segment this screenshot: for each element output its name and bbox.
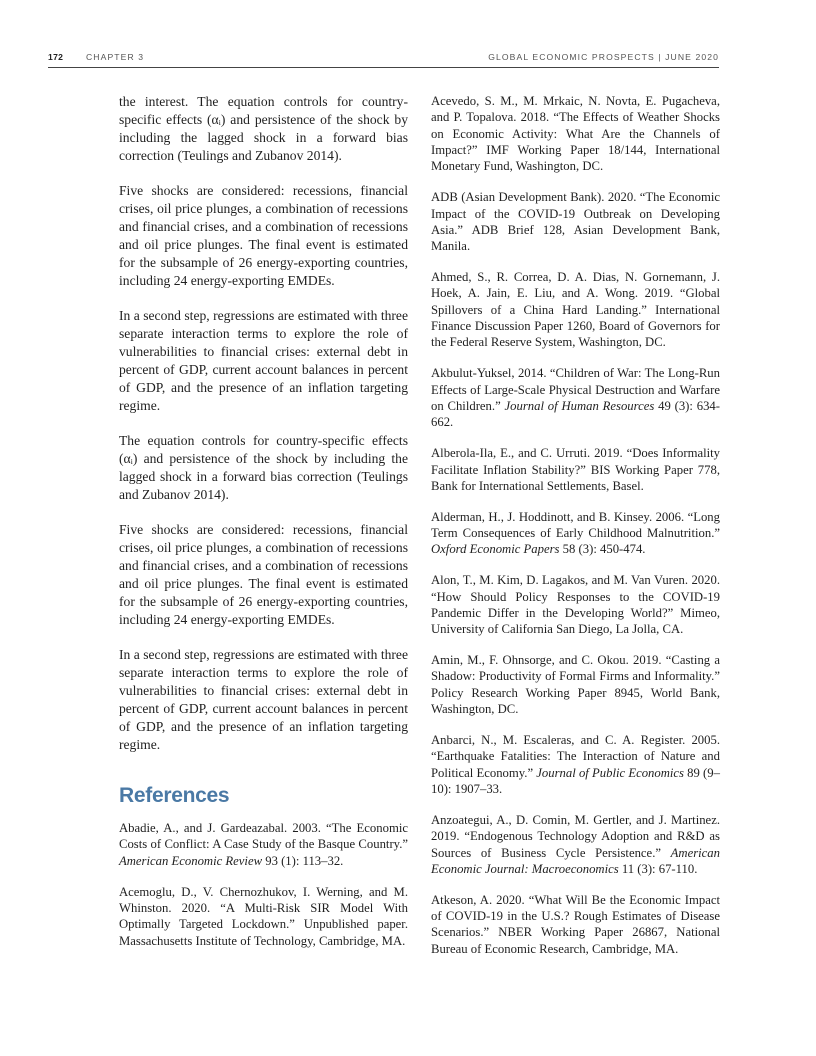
reference-entry: Acemoglu, D., V. Chernozhukov, I. Werning, and M. Whinston. 2020. “A Multi-Risk SIR Model With Optimally Targeted Lockdown.” Unpublished paper. Massachusetts Institute of Technology, Cambridge, MA.	[119, 884, 408, 948]
reference-entry: Anzoategui, A., D. Comin, M. Gertler, and J. Martinez. 2019. “Endogenous Technology Adoption and R&D as Sources of Business Cycle Persistence.” American Economic Journal: Macroeconomics 11 (3): 67-110.	[431, 812, 720, 876]
reference-entry: Ahmed, S., R. Correa, D. A. Dias, N. Gornemann, J. Hoek, A. Jain, E. Liu, and A. Wong. 2019. “Global Spillovers of a China Hard Landing.” International Finance Discussion Paper 1260, Board of Governors for the Federal Reserve System, Washington, DC.	[431, 270, 720, 350]
body-paragraph: Five shocks are considered: recessions, financial crises, oil price plunges, a combination of recessions and financial crises, and a combination of recessions and oil price plunges. The final event is estimated for the subsample of 26 energy-exporting countries, including 24 energy-exporting EMDEs.	[119, 522, 408, 627]
reference-entry: Akbulut-Yuksel, 2014. “Children of War: The Long-Run Effects of Large-Scale Physical Destruction and Warfare on Children.” Journal of Human Resources 49 (3): 634-662.	[431, 366, 720, 430]
body-paragraph: Five shocks are considered: recessions, financial crises, oil price plunges, a combination of recessions and financial crises, and a combination of recessions and oil price plunges. The final event is estimated for the subsample of 26 energy-exporting countries, including 24 energy-exporting EMDEs.	[119, 183, 408, 288]
reference-entry: Abadie, A., and J. Gardeazabal. 2003. “The Economic Costs of Conflict: A Case Study of the Basque Country.” American Economic Review 93 (1): 113–32.	[119, 821, 408, 868]
publication-title: GLOBAL ECONOMIC PROSPECTS | JUNE 2020	[488, 52, 719, 62]
chapter-label: CHAPTER 3	[86, 52, 145, 62]
right-column	[431, 93, 720, 972]
page-number: 172	[48, 52, 64, 62]
reference-entry: ADB (Asian Development Bank). 2020. “The Economic Impact of the COVID-19 Outbreak on Developing Asia.” ADB Brief 128, Asian Development Bank, Manila.	[431, 190, 720, 254]
body-paragraph: The equation controls for country-specific effects (αᵢ) and persistence of the shock by including the lagged shock in a forward bias correction (Teulings and Zubanov 2014).	[119, 433, 408, 502]
header-rule	[48, 67, 719, 68]
references-heading: References	[119, 784, 230, 807]
reference-entry: Anbarci, N., M. Escaleras, and C. A. Register. 2005. “Earthquake Fatalities: The Interaction of Nature and Political Economy.” Journal of Public Economics 89 (9–10): 1907–33.	[431, 733, 720, 797]
body-paragraph: In a second step, regressions are estimated with three separate interaction terms to explore the role of vulnerabilities to financial crises: external debt in percent of GDP, current account balances in percent of GDP, and the presence of an inflation targeting regime.	[119, 308, 408, 413]
reference-entry: Acevedo, S. M., M. Mrkaic, N. Novta, E. Pugacheva, and P. Topalova. 2018. “The Effects of Weather Shocks on Economic Activity: What Are the Channels of Impact?” IMF Working Paper 18/144, International Monetary Fund, Washington, DC.	[431, 94, 720, 174]
body-paragraph: In a second step, regressions are estimated with three separate interaction terms to explore the role of vulnerabilities to financial crises: external debt in percent of GDP, current account balances in percent of GDP, and the presence of an inflation targeting regime.	[119, 647, 408, 752]
reference-entry: Alon, T., M. Kim, D. Lagakos, and M. Van Vuren. 2020. “How Should Policy Responses to the COVID-19 Pandemic Differ in the Developing World?” Mimeo, University of California San Diego, La Jolla, CA.	[431, 573, 720, 637]
left-column	[119, 93, 408, 963]
reference-entry: Atkeson, A. 2020. “What Will Be the Economic Impact of COVID-19 in the U.S.? Rough Estimates of Disease Scenarios.” NBER Working Paper 26867, National Bureau of Economic Research, Cambridge, MA.	[431, 892, 720, 956]
reference-entry: Amin, M., F. Ohnsorge, and C. Okou. 2019. “Casting a Shadow: Productivity of Formal Firms and Informality.” Policy Research Working Paper 8945, World Bank, Washington, DC.	[431, 653, 720, 717]
page-header	[48, 50, 719, 66]
reference-entry: Alderman, H., J. Hoddinott, and B. Kinsey. 2006. “Long Term Consequences of Early Childhood Malnutrition.” Oxford Economic Papers 58 (3): 450-474.	[431, 509, 720, 557]
reference-entry: Alberola-Ila, E., and C. Urruti. 2019. “Does Informality Facilitate Inflation Stability?” BIS Working Paper 778, Bank for International Settlements, Basel.	[431, 446, 720, 493]
body-paragraph: the interest. The equation controls for country-specific effects (αᵢ) and persistence of the shock by including the lagged shock in a forward bias correction (Teulings and Zubanov 2014).	[119, 94, 408, 163]
